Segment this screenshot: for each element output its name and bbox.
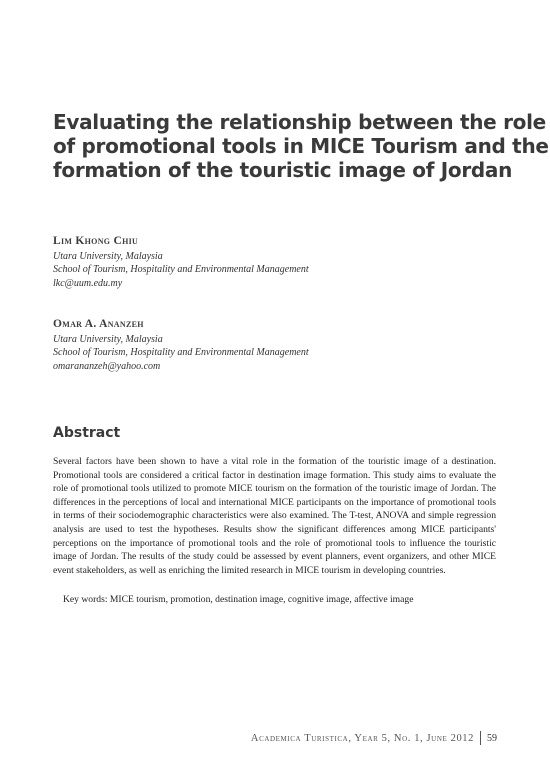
- page-number: 59: [487, 732, 497, 744]
- abstract-body: Several factors have been shown to have a vital role in the formation of the touristic image of a destination. Promotional tools are considered a critical factor in destination image formation. This study aims to evaluate the role of promotional tools utilized to promote MICE tourism on the formation of the touristic image of Jordan. The differences in the perceptions of local and international MICE participants on the importance of promotional tools in terms of their sociodemographic characteristics were also examined. The T-test, ANOVA and simple regression analysis are used to test the hypotheses. Results show the significant differences among MICE participants' perceptions on the importance of promotional tools and the role of promotional tools to influence the touristic image of Jordan. The results of the study could be assessed by event planners, event organizers, and other MICE event stakeholders, as well as enriching the limited research in MICE tourism in developing countries.: [53, 456, 496, 576]
- title-line: Evaluating the relationship between the role: [53, 110, 546, 134]
- author-block: [53, 318, 493, 373]
- title-line: of promotional tools in MICE Tourism and the: [53, 134, 549, 158]
- author-block: [53, 235, 493, 290]
- journal-citation: Academica Turistica, Year 5, No. 1, June 2012: [250, 732, 474, 744]
- author-name: Lim Khong Chiu: [53, 235, 139, 247]
- author-university: Utara University, Malaysia: [53, 250, 163, 262]
- abstract-heading: Abstract: [53, 425, 121, 441]
- footer-divider: [480, 731, 481, 745]
- author-email: lkc@uum.edu.my: [53, 277, 123, 289]
- author-university: Utara University, Malaysia: [53, 333, 163, 345]
- title-line: formation of the touristic image of Jordan: [53, 158, 513, 182]
- author-school: School of Tourism, Hospitality and Environmental Management: [53, 347, 309, 358]
- author-school: School of Tourism, Hospitality and Environmental Management: [53, 264, 309, 275]
- page-footer: [251, 731, 497, 745]
- paper-title: [53, 110, 549, 182]
- keywords: Key words: MICE tourism, promotion, destination image, cognitive image, affective image: [63, 594, 414, 605]
- author-name: Omar A. Ananzeh: [53, 318, 144, 330]
- author-email: omarananzeh@yahoo.com: [53, 360, 161, 372]
